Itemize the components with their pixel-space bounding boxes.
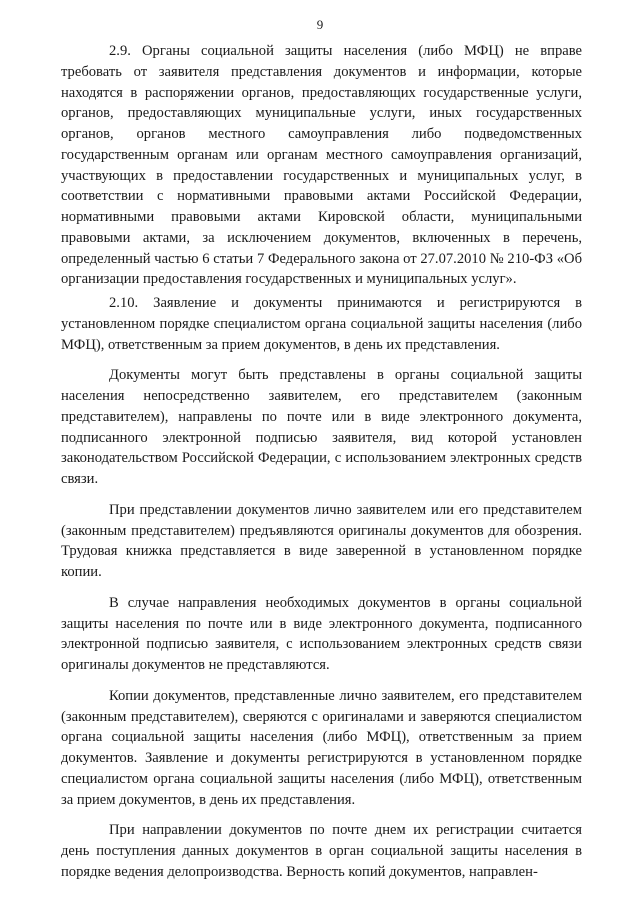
document-body xyxy=(61,41,582,883)
paragraph-copies-verification: Копии документов, представленные лично заявителем, его представителем (законным представителем), сверяются с оригиналами и заверяются специалистом органа социальной защиты населения (либо МФЦ), ответственным за прием документов. Заявление и документы регистрируются в установленном порядке специалистом органа социальной защиты населения (либо МФЦ), ответственным за прием документов, в день их представления. xyxy=(61,687,582,808)
paragraph-registration-date: При направлении документов по почте днем их регистрации считается день поступления данных документов в орган социальной защиты населения в порядке ведения делопроизводства. Верность копий документов, направлен- xyxy=(61,822,582,880)
paragraph-originals: При представлении документов лично заявителем или его представителем (законным представителем) предъявляются оригиналы документов для обозрения. Трудовая книжка представляется в виде заверенной в установленном порядке копии. xyxy=(61,501,582,580)
paragraph-2-9: 2.9. Органы социальной защиты населения (либо МФЦ) не вправе требовать от заявителя представления документов и информации, которые находятся в распоряжении органов, предоставляющих государственные услуги, органов, предоставляющих муниципальные услуги, иных государственных органов, органов местного самоуправления либо подведомственных государственным органам или органам местного самоуправления организаций, участвующих в предоставлении государственных и муниципальных услуг, в соответствии с нормативными правовыми актами Российской Федерации, нормативными правовыми актами Кировской области, муниципальными правовыми актами, за исключением документов, включенных в перечень, определенный частью 6 статьи 7 Федерального закона от 27.07.2010 № 210-ФЗ «Об организации предоставления государственных и муниципальных услуг». xyxy=(61,43,582,288)
paragraph-2-10: 2.10. Заявление и документы принимаются и регистрируются в установленном порядке специалистом органа социальной защиты населения (либо МФЦ), ответственным за прием документов, в день их представления. xyxy=(61,295,582,353)
page-number: 9 xyxy=(316,17,324,32)
paragraph-postal-submission: В случае направления необходимых документов в органы социальной защиты населения по почте или в виде электронного документа, подписанного электронной подписью заявителя, с использованием электронных средств связи оригиналы документов не представляются. xyxy=(61,594,582,673)
paragraph-submission-methods: Документы могут быть представлены в органы социальной защиты населения непосредственно заявителем, его представителем (законным представителем), направлены по почте или в виде электронного документа, подписанного электронной подписью заявителя, вид которой установлен законодательством Российской Федерации, с использованием электронных средств связи. xyxy=(61,367,582,487)
